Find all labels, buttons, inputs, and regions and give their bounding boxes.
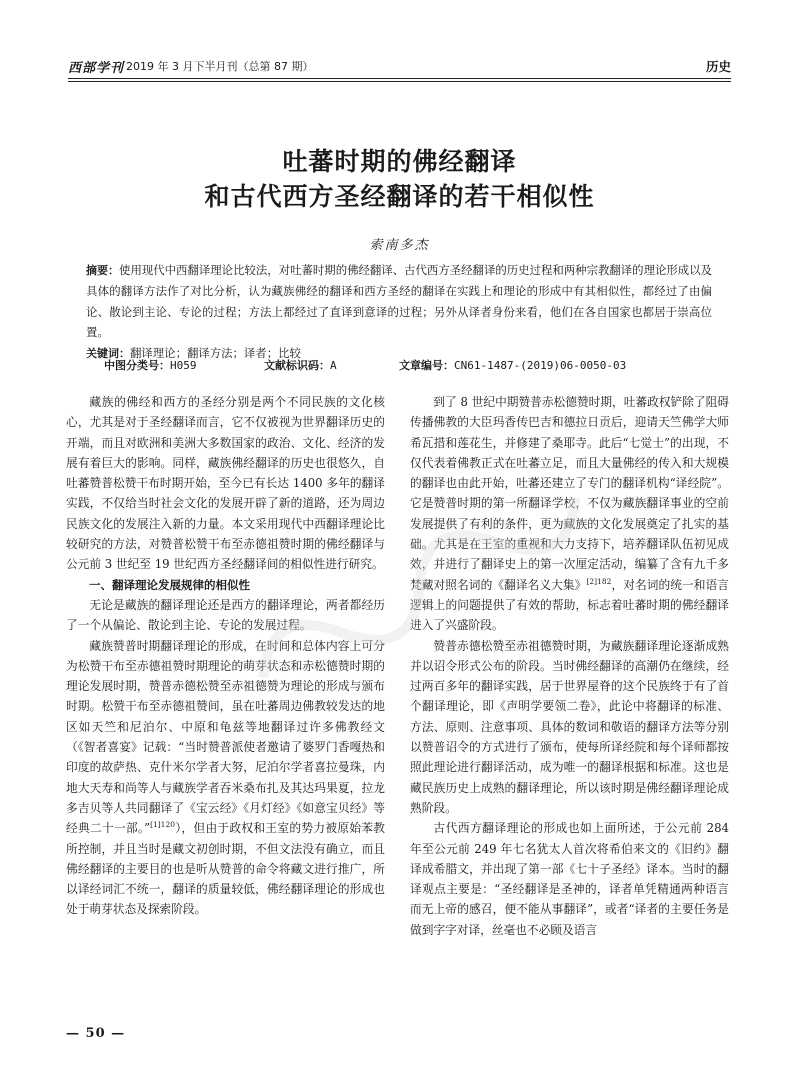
section-label: 历史 xyxy=(705,59,731,74)
section-heading: 一、翻译理论发展规律的相似性 xyxy=(89,577,250,592)
paragraph xyxy=(66,636,385,920)
paragraph-text: ，对名词的统一和语言逻辑上的问题提供了有效的帮助，标志着吐蕃时期的佛经翻译进入了兴盛阶段。 xyxy=(410,577,729,633)
header-rule xyxy=(68,78,731,79)
page-number: — 50 — xyxy=(66,1026,126,1041)
paragraph: 古代西方翻译理论的形成也如上面所述，于公元前 284 年至公元前 249 年七名犹太人首次将希伯来文的《旧约》翻译成希腊文，并出现了第一部《七十子圣经》译本。当时的翻译观点主要是：“圣经翻译是圣神的，译者单凭精通两种语言而无上帝的感召，便不能从事翻译”，或者“译者的主要任务是做到字字对译，丝毫也不必顾及语言 xyxy=(410,821,729,937)
journal-logo: 西部学刊 xyxy=(68,61,125,76)
paragraph: 赞普赤德松赞至赤祖德赞时期，为藏族翻译理论逐渐成熟并以诏令形式公布的阶段。当时佛经翻译的高潮仍在继续，经过两百多年的翻译实践，居于世界屋脊的这个民族终于有了首个翻译理论，即《声明学要领二卷》，此论中将翻译的标准、方法、原则、注意事项、具体的数词和敬语的翻译方法等分别以赞普诏令的方式进行了颁布，使每所译经院和每个译师都按照此理论进行翻译活动，成为唯一的翻译根据和标准。这也是藏民族历史上成熟的翻译理论，所以该时期是佛经翻译理论成熟阶段。 xyxy=(410,638,729,815)
clc-number xyxy=(104,357,197,373)
paragraph-text: ），但由于政权和王室的势力被原始苯教所控制，并且当时是藏文初创时期，不但文法没有确立，而且佛经翻译的主要目的也是听从赞普的命令将藏文进行推广，所以译经词汇不统一，翻译的质量较低，佛经翻译理论的形成也处于萌芽状态及探索阶段。 xyxy=(66,821,385,917)
header-rule-thin xyxy=(68,81,731,82)
paragraph xyxy=(410,392,729,636)
doc-code-label: 文献标识码： xyxy=(264,359,330,372)
abstract-text: 使用现代中西翻译理论比较法，对吐蕃时期的佛经翻译、古代西方圣经翻译的历史过程和两种宗教翻译的理论形成以及具体的翻译方法作了对比分析，认为藏族佛经的翻译和西方圣经的翻译在实践上和理论的形成中有其相似性，都经过了由偏论、散论到主论、专论的过程；方法上都经过了直译到意译的过程；另外从译者身份来看，他们在各自国家也都居于崇高位置。 xyxy=(86,263,712,340)
article-title-line-2: 和古代西方圣经翻译的若干相似性 xyxy=(204,182,595,211)
clc-value: H059 xyxy=(170,359,197,372)
abstract-label: 摘要： xyxy=(86,264,120,277)
running-header xyxy=(68,56,731,76)
paragraph: 藏族的佛经和西方的圣经分别是两个不同民族的文化核心，尤其是对于圣经翻译而言，它不仅被视为世界翻译历史的开端，而且对欧洲和美洲大多数国家的政治、文化、经济的发展有着巨大的影响。同样，藏族佛经翻译的历史也很悠久，自吐蕃赞普松赞干布时期开始，至今已有长达 1400 多年的翻译实践，不仅给当时社会文化的发展开辟了新的道路，还为周边民族文化的发展注入新的力量。本文采用现代中西翻译理论比较研究的方法，对赞普松赞干布至赤德祖赞时期的佛经翻译与公元前 3 世纪至 19 世纪西方圣经翻译间的相似性进行研究。 xyxy=(66,395,385,572)
citation-ref: [1]120 xyxy=(150,820,176,830)
body-column-left xyxy=(66,392,385,920)
author-name: 索南多杰 xyxy=(369,238,430,253)
clc-label: 中图分类号： xyxy=(104,359,170,372)
abstract xyxy=(86,260,712,343)
article-no-value: CN61-1487-(2019)06-0050-03 xyxy=(454,359,627,372)
paragraph: 无论是藏族的翻译理论还是西方的翻译理论，两者都经历了一个从偏论、散论到主论、专论的发展过程。 xyxy=(66,597,385,633)
article-number xyxy=(399,357,626,373)
paragraph-text: 到了 8 世纪中期赞普赤松德赞时期，吐蕃政权铲除了阻碍传播佛教的大臣玛香传巴吉和德拉日贡后，迎请天竺佛学大师希瓦措和莲花生，并修建了桑耶寺。此后“七觉士”的出现，不仅代表着佛教正式在吐蕃立足，而且大量佛经的传入和大规模的翻译也由此开始，吐蕃还建立了专门的翻译机构“译经院”。它是赞普时期的第一所翻译学校，不仅为藏族翻译事业的空前发展提供了有利的条件，更为藏族的文化发展奠定了扎实的基础。尤其是在王室的重视和大力支持下，培养翻译队伍初见成效，并进行了翻译史上的第一次厘定活动，编纂了含有九千多梵藏对照名词的《翻译名义大集》 xyxy=(410,395,729,592)
citation-ref: [2]182 xyxy=(586,576,612,586)
body-column-right xyxy=(410,392,729,940)
article-no-label: 文章编号： xyxy=(399,359,454,372)
paragraph-text: 藏族赞普时期翻译理论的形成，在时间和总体内容上可分为松赞干布至赤德祖赞时期理论的萌芽状态和赤松德赞时期的理论发展时期，赞普赤德松赞至赤祖德赞为理论的形成与颁布时期。松赞干布至赤德祖赞间，虽在吐蕃周边佛教较发达的地区如天竺和尼泊尔、中原和龟兹等地翻译过许多佛教经文（《智者喜宴》记载：“当时赞普派使者邀请了婆罗门香嘎热和印度的故萨热、克什米尔学者大努，尼泊尔学者喜拉曼珠，内地大天寿和尚等人与藏族学者吞米桑布扎及其达玛果夏，拉龙多吉贝等人共同翻译了《宝云经》《月灯经》《如意宝贝经》等经典二十一部。” xyxy=(66,638,385,836)
keywords-label: 关键词： xyxy=(86,346,130,360)
document-code xyxy=(264,357,337,373)
article-title-line-1: 吐蕃时期的佛经翻译 xyxy=(282,147,517,176)
issue-info: 2019 年 3 月下半月刊（总第 87 期） xyxy=(126,60,314,73)
abstract-block xyxy=(86,260,712,364)
keywords-text: 翻译理论；翻译方法；译者；比较 xyxy=(130,345,301,360)
doc-code-value: A xyxy=(330,359,337,372)
